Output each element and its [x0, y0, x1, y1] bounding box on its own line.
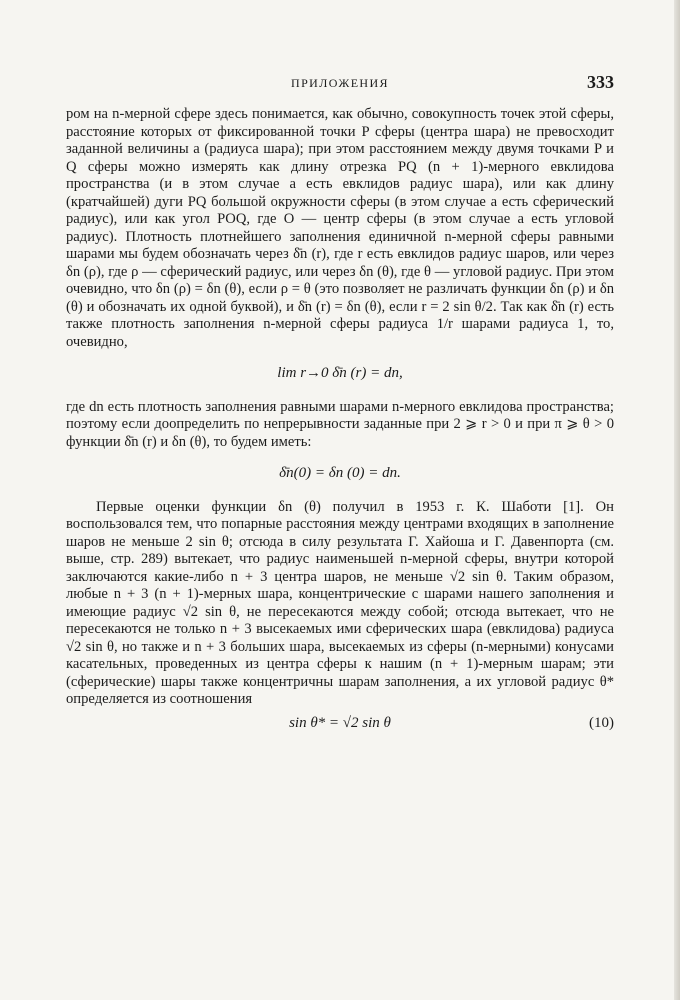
running-title: ПРИЛОЖЕНИЯ: [291, 76, 389, 90]
page-edge: [674, 0, 680, 1000]
paragraph-1: ром на n-мерной сфере здесь понимается, как обычно, совокупность точек этой сферы, расстояние которых от фиксированной точки P сферы (центра шара) не превосходит заданной величины a (радиуса шара); при этом расстоянием между двумя точками P и Q сферы можно измерять как длину отрезка PQ (n + 1)-мерного евклидова пространства (и в этом случае a есть евклидов радиус шара), или как длину (кратчайшей) дуги PQ большой окружности сферы (в этом случае a есть сферический радиус), или как угол POQ, где O — центр сферы (в этом случае a есть угловой радиус). Плотность плотнейшего заполнения единичной n-мерной сферы равными шарами мы будем обозначать через δ̄n (r), где r есть евклидов радиус шаров, или через δn (ρ), где ρ — сферический радиус, или через δn (θ), где θ — угловой радиус. При этом очевидно, что δn (ρ) = δn (θ), если ρ = θ (это позволяет не различать функции δn (ρ) и δn (θ) и обозначать их одной буквой), и δ̄n (r) = δn (θ), если r = 2 sin θ/2. Так как δ̄n (r) есть также плотность заполнения n-мерной сферы радиуса 1/r шарами радиуса 1, то, очевидно,: [66, 106, 614, 350]
paragraph-2: где dn есть плотность заполнения равными шарами n-мерного евклидова пространства; поэтому если доопределить по непрерывности заданные при 2 ⩾ r > 0 и при π ⩾ θ > 0 функции δ̄n (r) и δn (θ), то будем иметь:: [66, 398, 614, 450]
paragraph-3: Первые оценки функции δn (θ) получил в 1953 г. К. Шаботи [1]. Он воспользовался тем, что попарные расстояния между центрами входящих в заполнение шаров не меньше 2 sin θ; отсюда в силу результата Г. Хайоша и Г. Давенпорта (см. выше, стр. 289) вытекает, что радиус наименьшей n-мерной сферы, внутри которой заключаются какие-либо n + 3 центра шаров, не меньше √2 sin θ. Таким образом, любые n + 3 (n + 1)-мерных шара, концентрические с шарами нашего заполнения и имеющие радиус √2 sin θ, не пересекаются между собой; отсюда вытекает, что не пересекаются не только n + 3 высекаемых ими сферических шара (евклидова) радиуса √2 sin θ, но также и n + 3 больших шара, высекаемых из сферы (n-мерными) конусами касательных, проведенных из центра сферы к нашим (n + 1)-мерным шарам; эти (сферические) шары также концентричны шарам заполнения, а их угловой радиус θ* определяется из соотношения: [66, 498, 614, 707]
equation-number: (10): [589, 714, 614, 731]
formula-10-expression: sin θ* = √2 sin θ: [289, 714, 391, 731]
formula-10: [66, 715, 614, 733]
page-number: 333: [587, 72, 614, 92]
formula-limit: lim r→0 δ̄n (r) = dn,: [277, 365, 403, 381]
formula-density-at-zero: δ̄n(0) = δn (0) = dn.: [279, 465, 401, 481]
body-text: [66, 106, 614, 732]
page-header: [66, 72, 614, 98]
